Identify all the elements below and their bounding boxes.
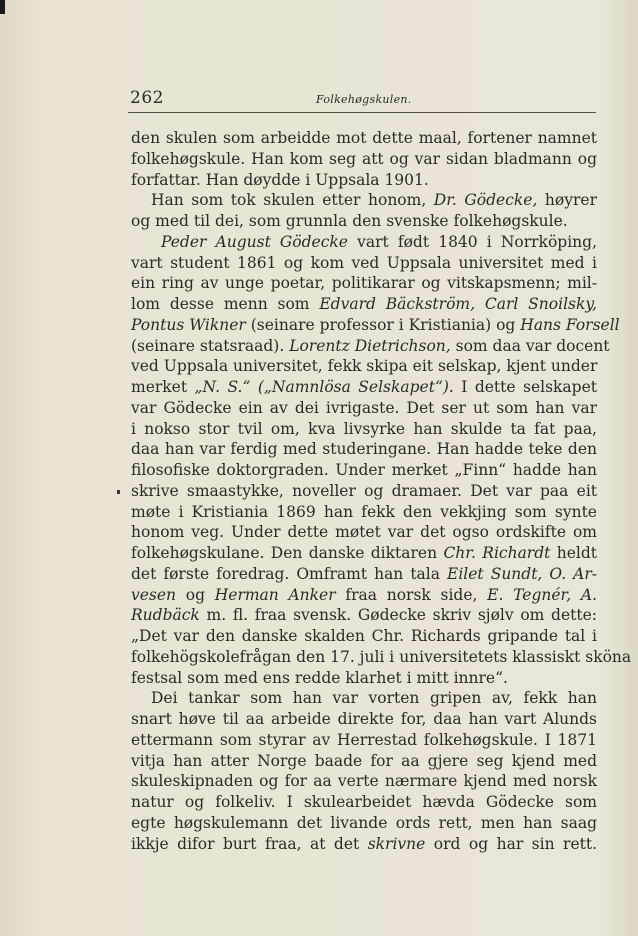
- text-line: [131, 813, 597, 834]
- text-segment: daa han var ferdig med studeringane. Han hadde teke den: [131, 440, 597, 459]
- italic-text: skrivne: [367, 834, 426, 853]
- italic-text: E. Tegnér, A.: [487, 585, 597, 604]
- text-segment: som daa var docent: [450, 336, 610, 355]
- text-line: [131, 294, 597, 315]
- italic-text: „N. S.“ („Namnlösa Selskapet“).: [194, 378, 454, 396]
- italic-text: Herman Anker: [214, 585, 336, 604]
- body-text: [131, 128, 632, 854]
- text-segment: skuleskipnaden og for aa verte nærmare kjend med norsk: [131, 772, 597, 791]
- text-segment: (seinare statsraad).: [131, 336, 290, 355]
- text-line: [131, 709, 597, 730]
- text-line: [131, 834, 597, 855]
- text-line: [131, 315, 620, 336]
- text-segment: vart student 1861 og kom ved Uppsala universitet med i: [131, 253, 597, 272]
- text-line: [131, 605, 597, 626]
- text-line: [131, 439, 597, 460]
- header-rule: [128, 112, 596, 113]
- text-segment: forfattar. Han døydde i Uppsala 1901.: [131, 170, 429, 189]
- italic-text: Chr. Richardt: [443, 544, 551, 562]
- text-segment: (seinare professor i Kristiania) og: [245, 315, 521, 334]
- text-line: [131, 502, 597, 523]
- text-segment: honom veg. Under dette møtet var det ogso ordskifte om: [131, 523, 597, 542]
- running-title: Folkehøgskulen.: [316, 93, 412, 106]
- text-line: [131, 190, 597, 211]
- text-segment: ein ring av unge poetar, politikarar og vitskapsmenn; mil-: [131, 274, 597, 293]
- text-segment: i nokso stor tvil om, kva livsyrke han skulde ta fat paa,: [131, 419, 597, 438]
- text-segment: heldt: [550, 544, 597, 562]
- text-segment: fraa norsk side,: [335, 585, 488, 604]
- text-segment: var Gödecke ein av dei ivrigaste. Det ser ut som han var: [131, 398, 597, 417]
- page-header: [128, 88, 596, 110]
- text-segment: ikkje difor burt fraa, at det: [131, 834, 368, 853]
- text-line: [131, 398, 597, 419]
- text-line: [131, 585, 597, 606]
- italic-text: Dr. Gödecke,: [433, 191, 538, 210]
- text-line: [131, 336, 610, 357]
- text-segment: Han som tok skulen etter honom,: [151, 191, 434, 210]
- text-line: [131, 460, 597, 481]
- text-line: [131, 419, 597, 440]
- text-segment: folkehøgskule. Han kom seg att og var sidan bladmann og: [131, 149, 597, 168]
- text-line: [131, 377, 597, 398]
- text-line: [131, 543, 597, 564]
- text-line: [131, 730, 597, 751]
- page-number: 262: [130, 88, 164, 108]
- text-segment: natur og folkeliv. I skulearbeidet hævda Gödecke som: [131, 793, 597, 811]
- text-segment: skrive smaastykke, noveller og dramaer. Det var paa eit: [131, 481, 597, 500]
- margin-mark: [117, 490, 120, 494]
- italic-text: Pontus Wikner: [131, 315, 246, 334]
- text-segment: festsal som med ens redde klarhet i mitt innre“.: [131, 668, 508, 687]
- text-line: [131, 128, 597, 149]
- text-segment: I dette selskapet: [453, 378, 597, 396]
- italic-text: Edvard Bäckström, Carl Snoilsky,: [319, 295, 597, 313]
- text-segment: folkehögskolefrågan den 17. juli i universitetets klassiskt sköna: [131, 647, 632, 666]
- text-segment: og med til dei, som grunnla den svenske folkehøgskule.: [131, 212, 568, 230]
- text-line: [131, 688, 597, 709]
- italic-text: Lorentz Dietrichson,: [289, 336, 451, 355]
- text-line: [131, 751, 597, 772]
- text-segment: ord og har sin rett.: [425, 834, 597, 853]
- text-segment: Dei tankar som han var vorten gripen av, fekk han: [151, 689, 597, 708]
- text-segment: vitja han atter Norge baade for aa gjere seg kjend med: [131, 751, 597, 770]
- text-line: [131, 668, 597, 689]
- text-line: [131, 232, 597, 253]
- italic-text: Rudbäck: [131, 606, 200, 625]
- text-line: [131, 149, 597, 170]
- text-segment: møte i Kristiania 1869 han fekk den vekkjing som synte: [131, 502, 597, 521]
- text-segment: egte høgskulemann det livande ords rett, men han saag: [131, 813, 597, 832]
- corner-mark: [0, 0, 5, 14]
- text-segment: m. fl. fraa svensk. Gødecke skriv sjølv om dette:: [199, 606, 597, 625]
- text-segment: det første foredrag. Omframt han tala: [131, 564, 448, 583]
- text-line: [131, 170, 597, 191]
- text-line: [131, 792, 597, 813]
- text-line: [131, 273, 597, 294]
- text-line: [131, 481, 597, 502]
- text-line: [131, 356, 597, 377]
- italic-text: Hans Forsell: [520, 315, 620, 334]
- text-segment: folkehøgskulane. Den danske diktaren: [131, 544, 444, 562]
- text-segment: ettermann som styrar av Herrestad folkehøgskule. I 1871: [131, 730, 597, 749]
- text-segment: „Det var den danske skalden Chr. Richards gripande tal i: [131, 627, 597, 645]
- text-line: [131, 771, 597, 792]
- italic-text: vesen: [131, 585, 177, 604]
- text-segment: snart høve til aa arbeide direkte for, daa han vart Alunds: [131, 710, 597, 728]
- italic-text: Eilet Sundt, O. Ar-: [447, 564, 597, 583]
- text-segment: filosofiske doktorgraden. Under merket „Finn“ hadde han: [131, 461, 597, 479]
- text-segment: og: [176, 585, 215, 604]
- text-line: [131, 211, 597, 232]
- text-segment: lom desse menn som: [131, 295, 320, 313]
- text-line: [131, 522, 597, 543]
- text-line: [131, 647, 632, 668]
- text-line: [131, 253, 597, 274]
- text-segment: merket: [131, 378, 195, 396]
- text-segment: ved Uppsala universitet, fekk skipa eit selskap, kjent under: [131, 357, 598, 376]
- text-segment: vart født 1840 i Norrköping,: [347, 232, 597, 251]
- text-line: [131, 626, 597, 647]
- italic-text: Peder August Gödecke: [161, 232, 348, 251]
- text-line: [131, 564, 597, 585]
- text-segment: høyrer: [537, 191, 597, 210]
- text-segment: den skulen som arbeidde mot dette maal, fortener namnet: [131, 129, 597, 147]
